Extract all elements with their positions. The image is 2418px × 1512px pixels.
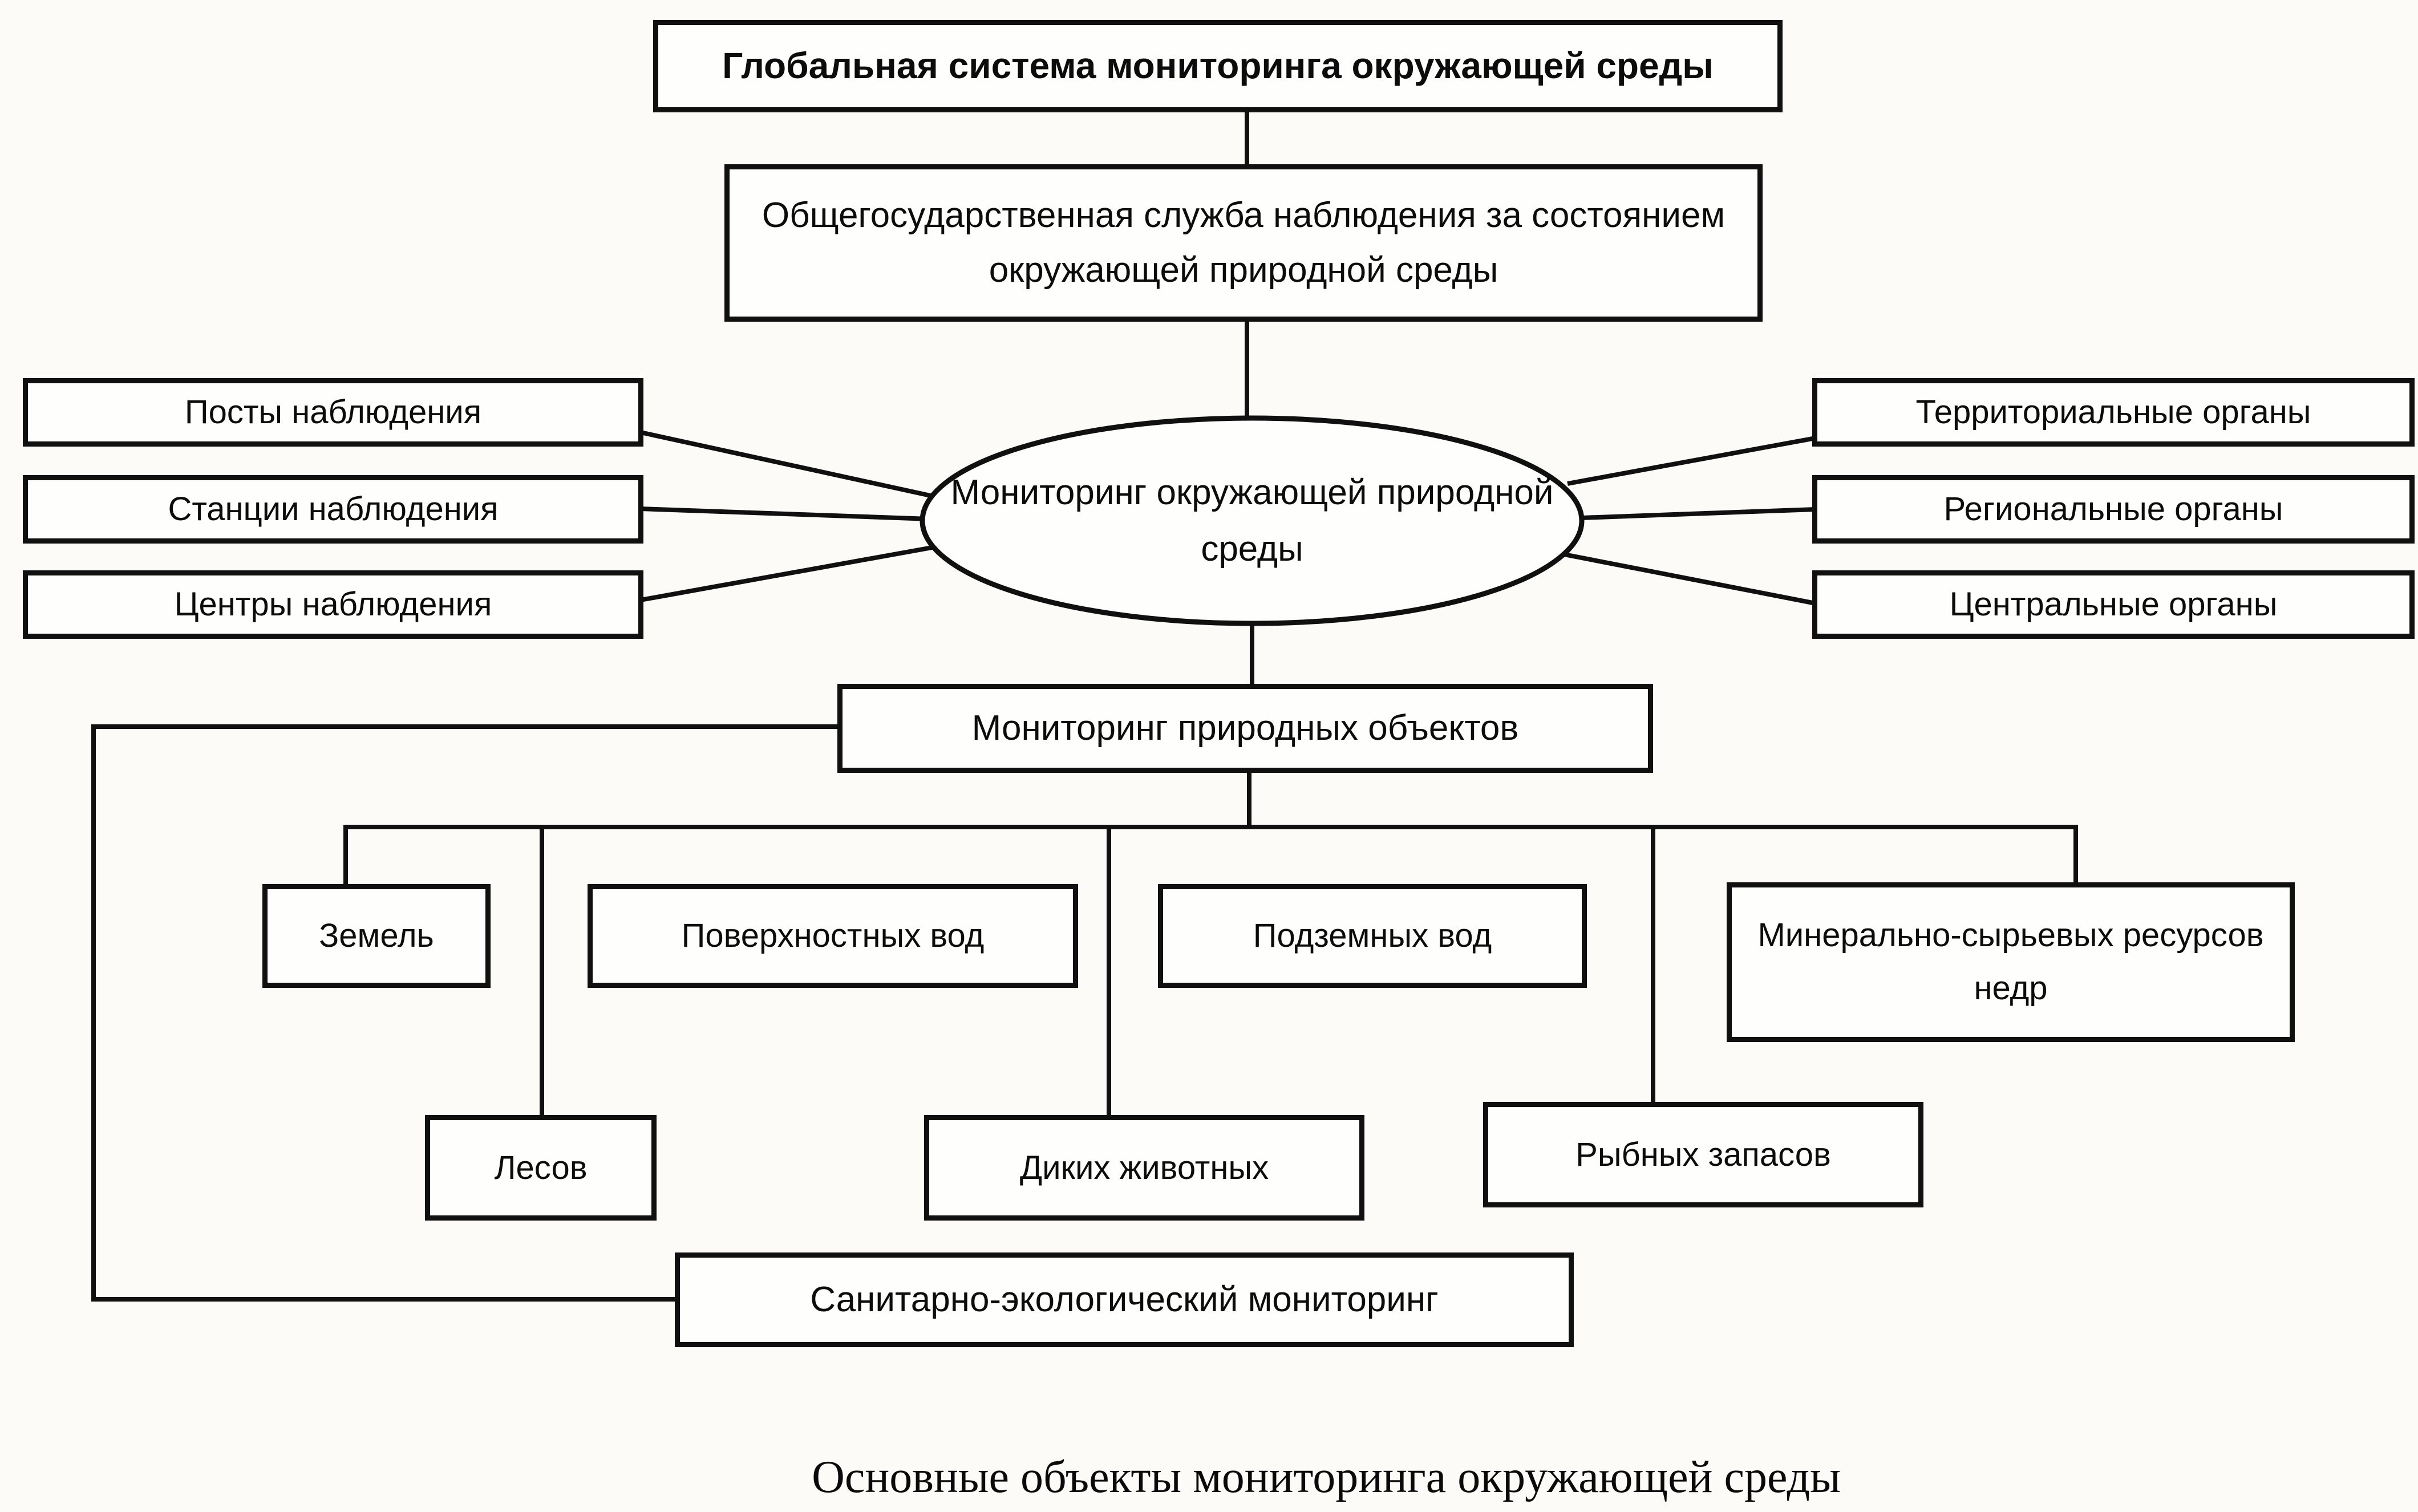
node-mineral-resources: Минерально-сырьевых ресурсов недр <box>1727 882 2295 1042</box>
node-lands: Земель <box>262 884 491 988</box>
connector-ellipse-to-territorial <box>1568 438 1816 484</box>
node-territorial-bodies: Территориальные органы <box>1812 378 2415 447</box>
node-sanitary-monitoring: Санитарно-экологический мониторинг <box>675 1252 1574 1347</box>
node-regional-bodies: Региональные органы <box>1812 475 2415 544</box>
node-natural-objects-monitoring: Мониторинг природных объектов <box>837 684 1653 773</box>
node-observation-posts: Посты наблюдения <box>23 378 643 447</box>
connector-ellipse-to-central <box>1564 554 1816 603</box>
node-global-system: Глобальная система мониторинга окружающей среды <box>653 20 1783 112</box>
connector-posts-to-ellipse <box>641 432 938 497</box>
connector-ellipse-to-regional <box>1581 509 1816 518</box>
node-wild-animals: Диких животных <box>924 1115 1364 1221</box>
node-observation-stations: Станции наблюдения <box>23 475 643 544</box>
node-fish-stocks: Рыбных запасов <box>1483 1102 1923 1207</box>
node-surface-waters: Поверхностных вод <box>588 884 1078 988</box>
node-ground-waters: Подземных вод <box>1158 884 1587 988</box>
node-observation-centers: Центры наблюдения <box>23 570 643 639</box>
figure-caption: Основные объекты мониторинга окружающей среды <box>812 1452 1841 1502</box>
node-state-service: Общегосударственная служба наблюдения за состоянием окружающей природной среды <box>724 164 1763 322</box>
node-forests: Лесов <box>425 1115 657 1221</box>
node-central-bodies: Центральные органы <box>1812 570 2415 639</box>
connector-centers-to-ellipse <box>641 546 938 600</box>
env-monitoring-label: Мониторинг окружающей природной среды <box>950 472 1554 569</box>
connector-stations-to-ellipse <box>641 509 930 519</box>
